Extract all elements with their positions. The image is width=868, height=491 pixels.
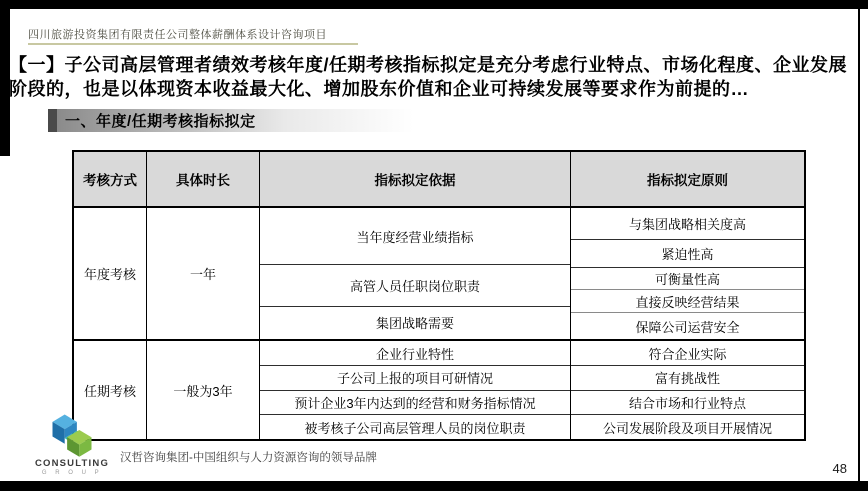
column-header-basis: 指标拟定依据 bbox=[259, 152, 570, 206]
table-row-annual-assessment bbox=[74, 206, 804, 339]
table-header-row bbox=[74, 152, 804, 206]
header-underline bbox=[28, 43, 358, 45]
principle-cell: 直接反映经营结果 bbox=[571, 289, 804, 312]
basis-cell: 预计企业3年内达到的经营和财务指标情况 bbox=[260, 390, 570, 415]
principle-cell: 富有挑战性 bbox=[571, 365, 804, 390]
basis-column bbox=[259, 341, 570, 439]
principle-cell: 保障公司运营安全 bbox=[571, 312, 804, 339]
principles-column bbox=[570, 341, 804, 439]
column-header-duration: 具体时长 bbox=[146, 152, 259, 206]
logo-subname: G R O U P bbox=[41, 470, 103, 476]
basis-cell: 当年度经营业绩指标 bbox=[356, 229, 474, 245]
principle-cell: 与集团战略相关度高 bbox=[628, 217, 746, 233]
principle-cell: 可衡量性高 bbox=[571, 267, 804, 290]
footer-tagline: 汉哲咨询集团-中国组织与人力资源咨询的领导品牌 bbox=[120, 452, 377, 464]
duration-cell: 一般为3年 bbox=[146, 341, 259, 439]
principle-cell: 符合企业实际 bbox=[648, 346, 727, 362]
basis-cell: 子公司上报的项目可研情况 bbox=[260, 365, 570, 390]
column-header-method: 考核方式 bbox=[83, 173, 137, 188]
method-cell: 年度考核 bbox=[83, 267, 136, 283]
page-number: 48 bbox=[832, 461, 847, 476]
column-header-principles: 指标拟定原则 bbox=[570, 152, 804, 206]
logo-name: CONSULTING bbox=[34, 458, 110, 469]
assessment-table bbox=[72, 150, 806, 441]
principles-column bbox=[570, 208, 804, 339]
method-cell: 任期考核 bbox=[83, 383, 136, 399]
table-row-tenure-assessment bbox=[74, 339, 804, 439]
section-title-bar bbox=[48, 109, 478, 132]
basis-cell: 企业行业特性 bbox=[375, 346, 454, 362]
principle-cell: 公司发展阶段及项目开展情况 bbox=[571, 414, 804, 439]
section-title: 一、年度/任期考核指标拟定 bbox=[65, 113, 256, 130]
basis-cell: 被考核子公司高层管理人员的岗位职责 bbox=[260, 414, 570, 439]
consulting-group-logo bbox=[30, 411, 114, 476]
bottom-border-bar bbox=[0, 481, 868, 491]
principle-cell: 结合市场和行业特点 bbox=[571, 390, 804, 415]
basis-cell: 高管人员任职岗位职责 bbox=[260, 264, 570, 305]
duration-cell: 一年 bbox=[146, 208, 259, 339]
basis-column bbox=[259, 208, 570, 339]
main-statement: 【一】子公司高层管理者绩效考核年度/任期考核指标拟定是充分考虑行业特点、市场化程度、企业发展阶段的，也是以体现资本收益最大化、增加股东价值和企业可持续发展等要求作为前提的… bbox=[9, 55, 847, 99]
basis-cell: 集团战略需要 bbox=[260, 306, 570, 340]
section-accent-square bbox=[48, 109, 57, 132]
top-border-bar bbox=[0, 0, 868, 9]
project-title: 四川旅游投资集团有限责任公司整体薪酬体系设计咨询项目 bbox=[28, 29, 327, 41]
consulting-cubes-logo-icon bbox=[30, 411, 114, 457]
principle-cell: 紧迫性高 bbox=[571, 239, 804, 266]
